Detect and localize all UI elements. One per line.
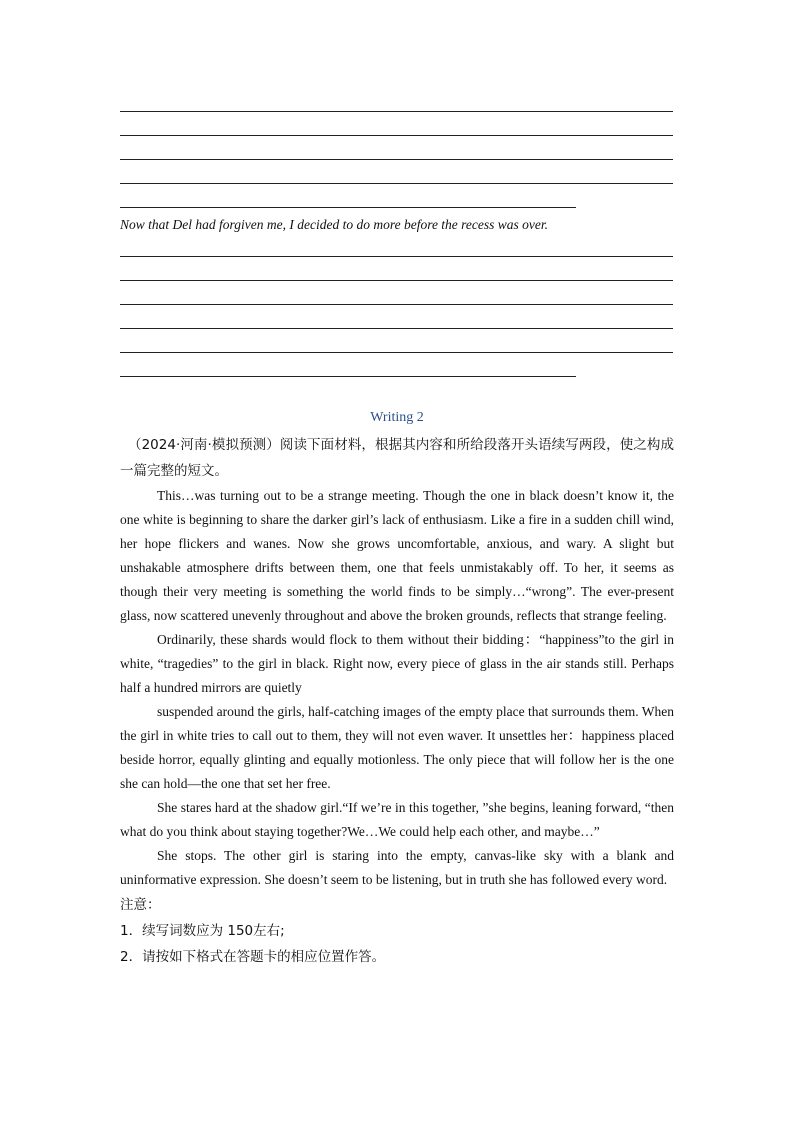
answer-line — [120, 328, 673, 329]
section-title: Writing 2 — [370, 410, 424, 425]
answer-line — [120, 376, 576, 377]
answer-line — [120, 207, 576, 208]
story-paragraph: This…was turning out to be a strange meeting. Though the one in black doesn’t know it, the one white is beginning to share the darker girl’s lack of enthusiasm. Like a fire in a sudden chill wind, her hope flickers and wanes. Now she grows uncomfortable, anxious, and wary. A slight but unshakable atmosphere drifts between them, one that feels unmistakably off. To her, it seems as though their very meeting is something the world finds to be simply…“wrong”. The ever-present glass, now scattered unevenly throughout and above the broken grounds, reflects that strange feeling. — [120, 488, 674, 623]
answer-line — [120, 135, 673, 136]
note-item: 1．续写词数应为 150左右; — [120, 923, 285, 939]
answer-line — [120, 159, 673, 160]
notes-heading: 注意： — [120, 897, 161, 913]
answer-line — [120, 111, 673, 112]
story-paragraph: She stops. The other girl is staring into the empty, canvas-like sky with a blank and uninformative expression. She doesn’t seem to be listening, but in truth she has followed every word. — [120, 848, 674, 887]
task-instructions: （2024·河南·模拟预测）阅读下面材料，根据其内容和所给段落开头语续写两段，使之构成一篇完整的短文。 — [120, 437, 674, 479]
answer-line — [120, 304, 673, 305]
answer-line — [120, 183, 673, 184]
story-paragraph: Ordinarily, these shards would flock to them without their bidding：“happiness”to the girl in white, “tragedies” to the girl in black. Right now, every piece of glass in the air stands still. Perhaps half a hundred mirrors are quietly — [120, 632, 674, 695]
answer-line — [120, 352, 673, 353]
article-body — [120, 432, 674, 970]
answer-line — [120, 280, 673, 281]
paragraph-prompt: Now that Del had forgiven me, I decided to do more before the recess was over. — [120, 217, 549, 232]
story-paragraph: suspended around the girls, half-catching images of the empty place that surrounds them. When the girl in white tries to call out to them, they will not even waver. It unsettles her：happiness placed beside horror, equally glinting and equally motionless. The only piece that will follow her is the one she can hold—the one that set her free. — [120, 704, 674, 791]
story-paragraph: She stares hard at the shadow girl.“If we’re in this together, ”she begins, leaning forward, “then what do you think about staying together?We…We could help each other, and maybe…” — [120, 800, 674, 839]
note-item: 2．请按如下格式在答题卡的相应位置作答。 — [120, 949, 386, 965]
answer-line — [120, 256, 673, 257]
